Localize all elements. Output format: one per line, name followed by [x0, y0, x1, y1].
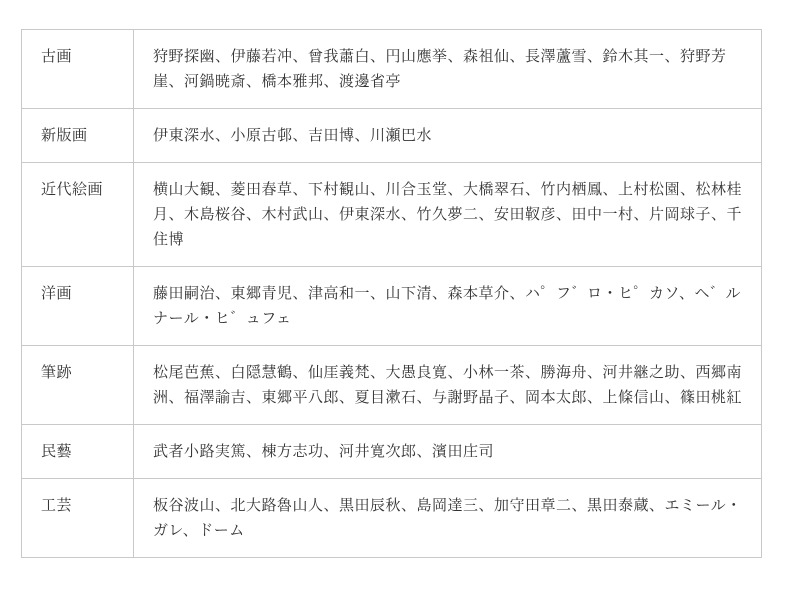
- category-cell: 新版画: [22, 109, 134, 163]
- table-row: [22, 346, 762, 425]
- table-row: [22, 267, 762, 346]
- artists-cell: 板谷波山、北大路魯山人、黒田辰秋、島岡達三、加守田章二、黒田泰蔵、エミール・ガレ、ドーム: [134, 479, 762, 558]
- artists-cell: 横山大観、菱田春草、下村観山、川合玉堂、大橋翠石、竹内栖鳳、上村松園、松林桂月、木島桜谷、木村武山、伊東深水、竹久夢二、安田靫彦、田中一村、片岡球子、千住博: [134, 163, 762, 267]
- artists-cell: 藤田嗣治、東郷青児、津高和一、山下清、森本草介、ハ゜フ゛ロ・ヒ゜カソ、ヘ゛ルナール・ヒ゛ュフェ: [134, 267, 762, 346]
- table-row: [22, 425, 762, 479]
- artists-cell: 伊東深水、小原古邨、吉田博、川瀬巴水: [134, 109, 762, 163]
- artists-cell: 松尾芭蕉、白隠慧鶴、仙厓義梵、大愚良寛、小林一茶、勝海舟、河井継之助、西郷南洲、福澤諭吉、東郷平八郎、夏目漱石、与謝野晶子、岡本太郎、上條信山、篠田桃紅: [134, 346, 762, 425]
- artists-cell: 狩野探幽、伊藤若冲、曾我蕭白、円山應挙、森祖仙、長澤蘆雪、鈴木其一、狩野芳崖、河鍋暁斎、橋本雅邦、渡邊省亭: [134, 30, 762, 109]
- category-cell: 筆跡: [22, 346, 134, 425]
- category-cell: 工芸: [22, 479, 134, 558]
- table-row: [22, 30, 762, 109]
- artists-category-table: [21, 29, 762, 558]
- table-row: [22, 109, 762, 163]
- table-row: [22, 163, 762, 267]
- artists-cell: 武者小路実篤、棟方志功、河井寛次郎、濱田庄司: [134, 425, 762, 479]
- category-cell: 古画: [22, 30, 134, 109]
- category-cell: 近代絵画: [22, 163, 134, 267]
- table-row: [22, 479, 762, 558]
- category-cell: 民藝: [22, 425, 134, 479]
- category-cell: 洋画: [22, 267, 134, 346]
